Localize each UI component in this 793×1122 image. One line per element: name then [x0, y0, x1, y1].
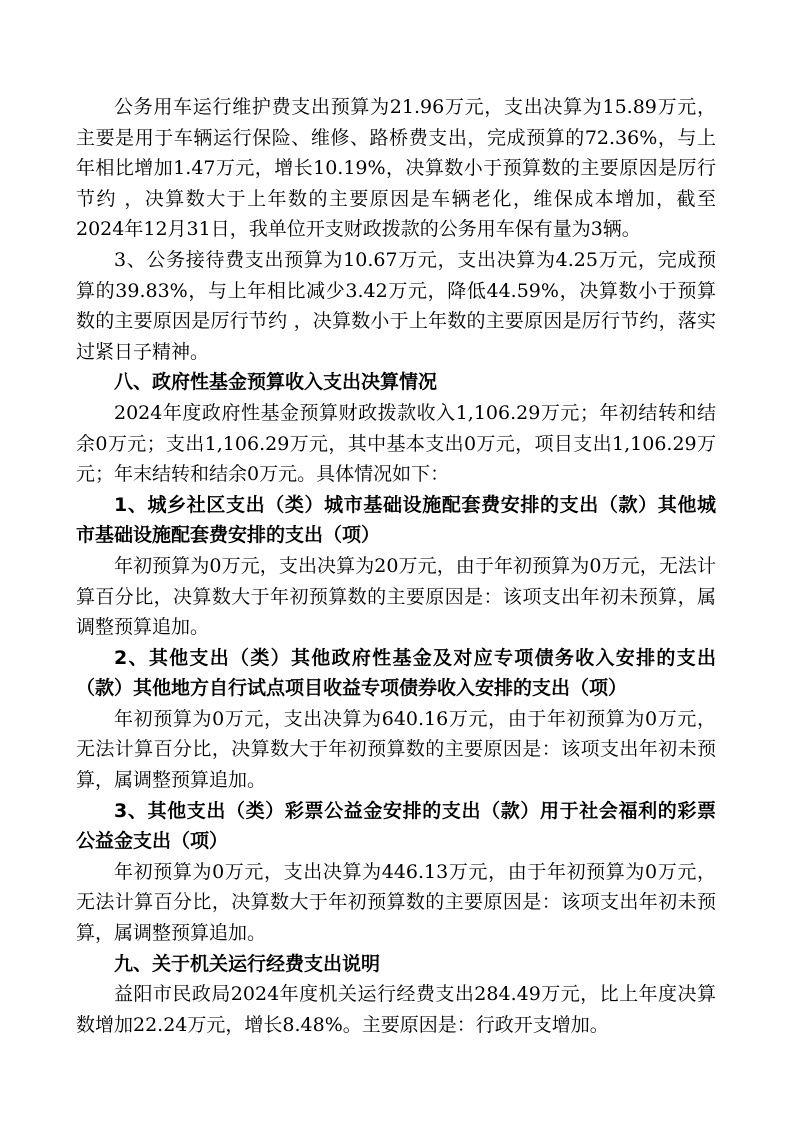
- paragraph-vehicle-maintenance: 公务用车运行维护费支出预算为21.96万元，支出决算为15.89万元，主要是用于车辆运行保险、维修、路桥费支出，完成预算的72.36%，与上年相比增加1.47万元，增长10.19%，决算数小于预算数的主要原因是厉行节约 ，决算数大于上年数的主要原因是车辆老化，维保成本增加，截至2024年12月31日，我单位开支财政拨款的公务用车保有量为3辆。: [76, 96, 716, 241]
- item-3-body: 年初预算为0万元，支出决算为446.13万元，由于年初预算为0万元，无法计算百分比，决算数大于年初预算数的主要原因是：该项支出年初未预算，属调整预算追加。: [76, 860, 716, 945]
- paragraph-reception-expense: 3、公务接待费支出预算为10.67万元，支出决算为4.25万元，完成预算的39.83%，与上年相比减少3.42万元，降低44.59%，决算数小于预算数的主要原因是厉行节约 ，决算数小于上年数的主要原因是厉行节约，落实过紧日子精神。: [76, 248, 716, 363]
- section-8-summary: 2024年度政府性基金预算财政拨款收入1,106.29万元；年初结转和结余0万元；支出1,106.29万元，其中基本支出0万元，项目支出1,106.29万元；年末结转和结余0万元。具体情况如下：: [76, 401, 716, 486]
- item-2-heading: 2、其他支出（类）其他政府性基金及对应专项债务收入安排的支出（款）其他地方自行试点项目收益专项债券收入安排的支出（项）: [76, 646, 716, 700]
- section-9-heading: 九、关于机关运行经费支出说明: [114, 952, 381, 975]
- section-8-heading: 八、政府性基金预算收入支出决算情况: [114, 371, 438, 394]
- item-1-heading: 1、城乡社区支出（类）城市基础设施配套费安排的支出（款）其他城市基础设施配套费安排的支出（项）: [76, 493, 716, 547]
- item-1-body: 年初预算为0万元，支出决算为20万元，由于年初预算为0万元，无法计算百分比，决算数大于年初预算数的主要原因是：该项支出年初未预算，属调整预算追加。: [76, 554, 716, 639]
- document-body: [76, 92, 716, 1040]
- item-2-body: 年初预算为0万元，支出决算为640.16万元，由于年初预算为0万元，无法计算百分比，决算数大于年初预算数的主要原因是：该项支出年初未预算，属调整预算追加。: [76, 707, 716, 792]
- item-3-heading: 3、其他支出（类）彩票公益金安排的支出（款）用于社会福利的彩票公益金支出（项）: [76, 799, 716, 853]
- section-9-body: 益阳市民政局2024年度机关运行经费支出284.49万元，比上年度决算数增加22.24万元，增长8.48%。主要原因是：行政开支增加。: [76, 983, 716, 1036]
